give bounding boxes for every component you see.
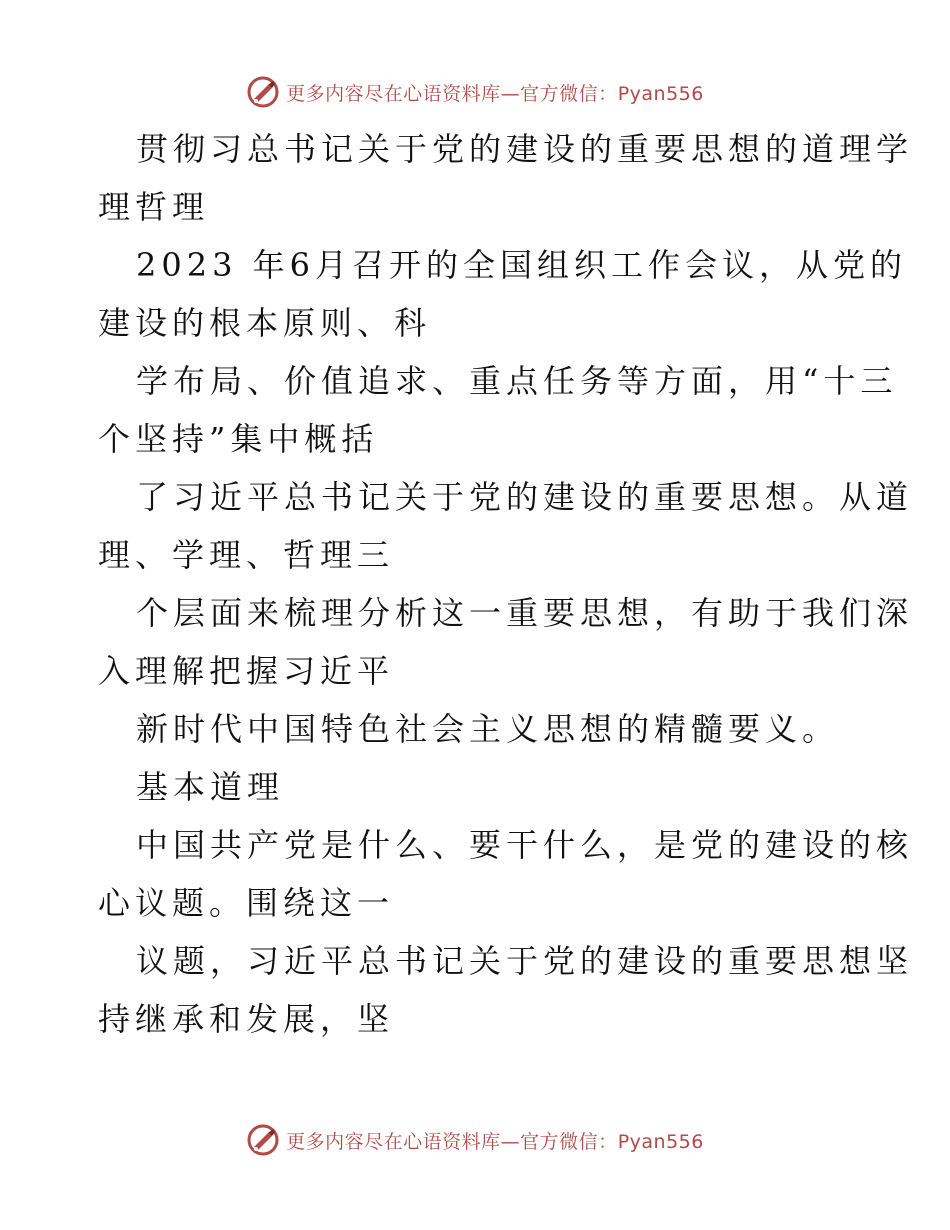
text-line: 学布局、价值追求、重点任务等方面，用“十三 (136, 362, 898, 400)
banner-text: 更多内容尽在心语资料库—官方微信：Pyan556 (286, 82, 704, 105)
text-line: 持继承和发展，坚 (98, 1000, 395, 1038)
banner-text: 更多内容尽在心语资料库—官方微信：Pyan556 (286, 1130, 704, 1153)
text-line: 理、学理、哲理三 (98, 536, 395, 574)
text-line: 新时代中国特色社会主义思想的精髓要义。 (136, 710, 840, 748)
footer-banner (0, 1120, 950, 1160)
text-line: 理哲理 (98, 188, 210, 226)
text-line: 个层面来梳理分析这一重要思想，有助于我们深 (136, 594, 914, 632)
text-line: 入理解把握习近平 (98, 652, 395, 690)
text-line: 建设的根本原则、科 (98, 304, 432, 342)
text-line: 了习近平总书记关于党的建设的重要思想。从道 (136, 478, 914, 516)
text-line: 中国共产党是什么、要干什么，是党的建设的核 (136, 826, 914, 864)
pen-logo-icon (246, 1123, 280, 1157)
header-banner (0, 72, 950, 112)
text-line: 贯彻习总书记关于党的建设的重要思想的道理学 (136, 130, 914, 168)
section-heading: 基本道理 (136, 768, 285, 806)
text-line: 2023 年6月召开的全国组织工作会议，从党的 (136, 246, 907, 284)
text-line: 个坚持”集中概括 (98, 420, 379, 458)
document-body (98, 120, 914, 1048)
pen-logo-icon (246, 75, 280, 109)
text-line: 议题，习近平总书记关于党的建设的重要思想坚 (136, 942, 914, 980)
text-line: 心议题。围绕这一 (98, 884, 395, 922)
